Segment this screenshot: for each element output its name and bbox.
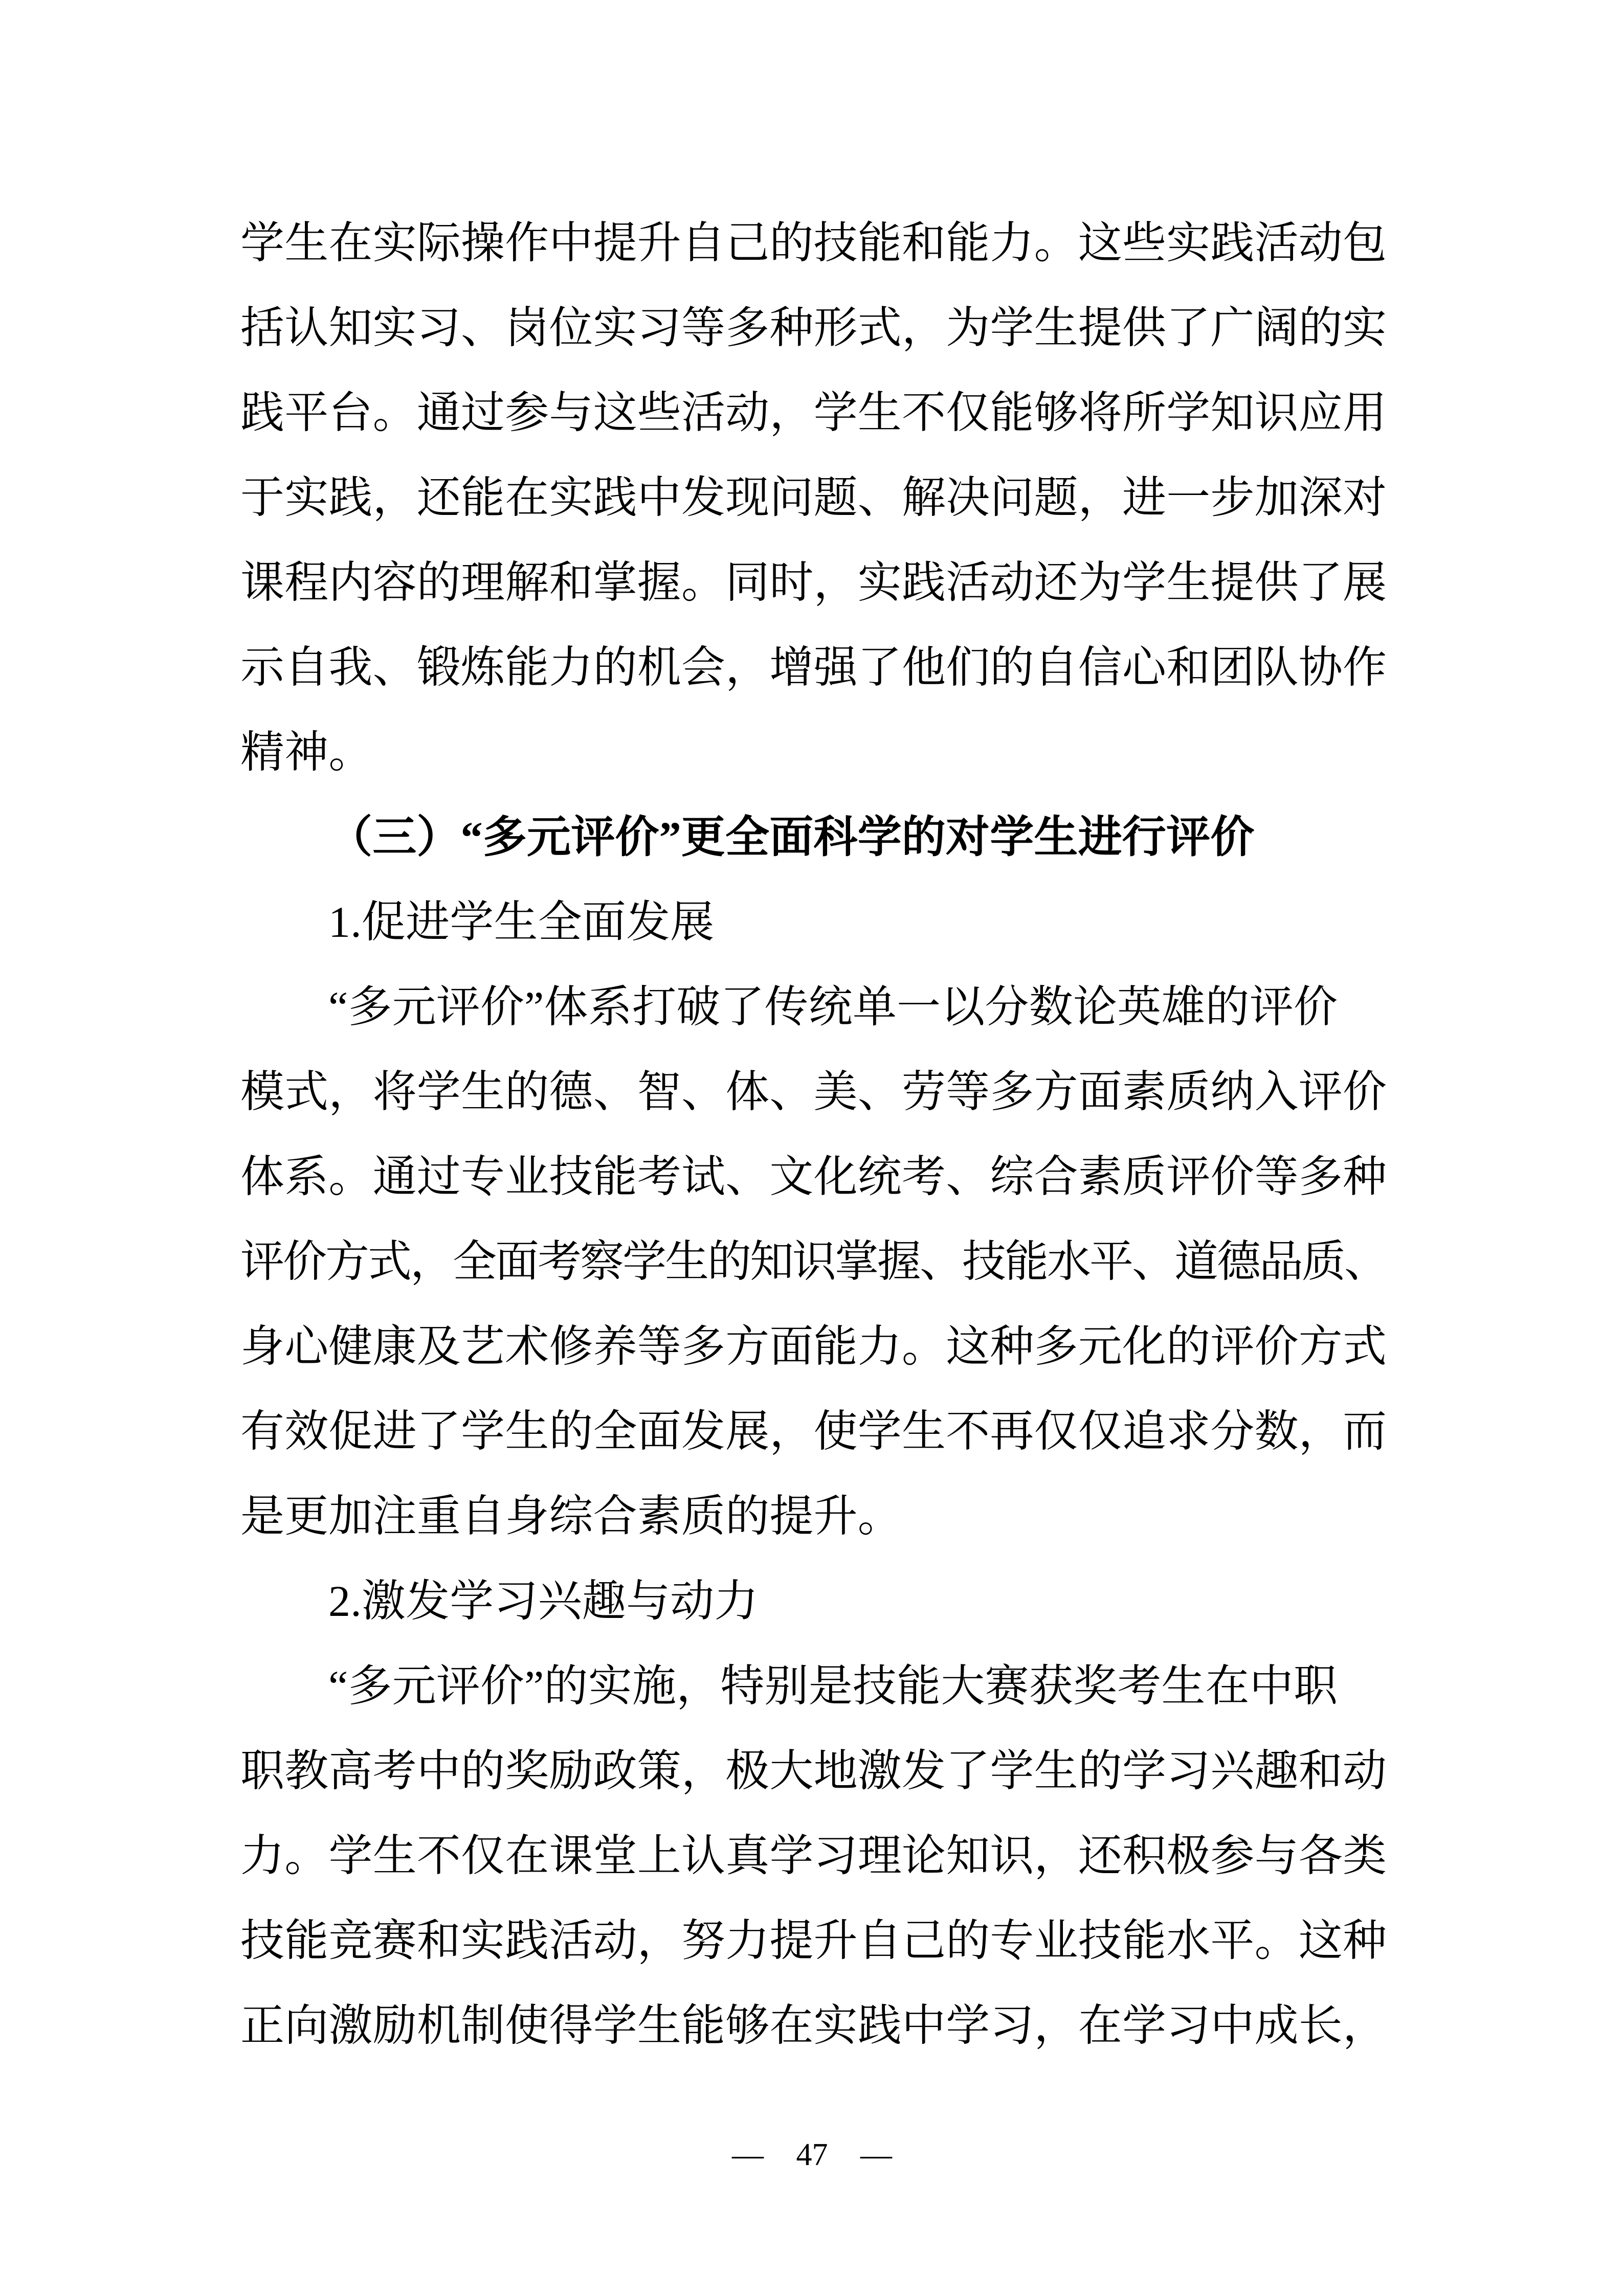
body-line: 模式，将学生的德、智、体、美、劳等多方面素质纳入评价 <box>240 1067 1387 1116</box>
body-line: 课程内容的理解和掌握。同时，实践活动还为学生提供了展 <box>240 558 1387 607</box>
body-line: 学生在实际操作中提升自己的技能和能力。这些实践活动包 <box>240 218 1387 267</box>
body-line: “多元评价”的实施，特别是技能大赛获奖考生在中职 <box>328 1661 1338 1710</box>
body-line: 示自我、锻炼能力的机会，增强了他们的自信心和团队协作 <box>240 643 1387 692</box>
subheading-1: 1.促进学生全面发展 <box>328 897 715 947</box>
body-line: 正向激励机制使得学生能够在实践中学习，在学习中成长， <box>240 2001 1387 2050</box>
subheading-2: 2.激发学习兴趣与动力 <box>328 1577 759 1626</box>
body-line: 身心健康及艺术修养等多方面能力。这种多元化的评价方式 <box>240 1322 1387 1371</box>
body-line: 是更加注重自身综合素质的提升。 <box>240 1492 902 1541</box>
body-line: 于实践，还能在实践中发现问题、解决问题，进一步加深对 <box>240 473 1387 522</box>
page-number: — 47 — <box>732 2137 892 2172</box>
body-line: 职教高考中的奖励政策，极大地激发了学生的学习兴趣和动 <box>240 1746 1387 1795</box>
body-line: 体系。通过专业技能考试、文化统考、综合素质评价等多种 <box>240 1152 1387 1201</box>
body-line: 精神。 <box>240 728 373 777</box>
body-text <box>240 200 1386 2068</box>
body-line: 技能竞赛和实践活动，努力提升自己的专业技能水平。这种 <box>240 1916 1387 1965</box>
body-line: 括认知实习、岗位实习等多种形式，为学生提供了广阔的实 <box>240 303 1387 352</box>
section-heading: （三）“多元评价”更全面科学的对学生进行评价 <box>328 813 1255 862</box>
body-line: 践平台。通过参与这些活动，学生不仅能够将所学知识应用 <box>240 388 1387 437</box>
body-line: “多元评价”体系打破了传统单一以分数论英雄的评价 <box>328 982 1338 1031</box>
body-line: 有效促进了学生的全面发展，使学生不再仅仅追求分数，而 <box>240 1407 1387 1456</box>
body-line: 评价方式，全面考察学生的知识掌握、技能水平、道德品质、 <box>240 1237 1387 1286</box>
body-line: 力。学生不仅在课堂上认真学习理论知识，还积极参与各类 <box>240 1831 1387 1880</box>
